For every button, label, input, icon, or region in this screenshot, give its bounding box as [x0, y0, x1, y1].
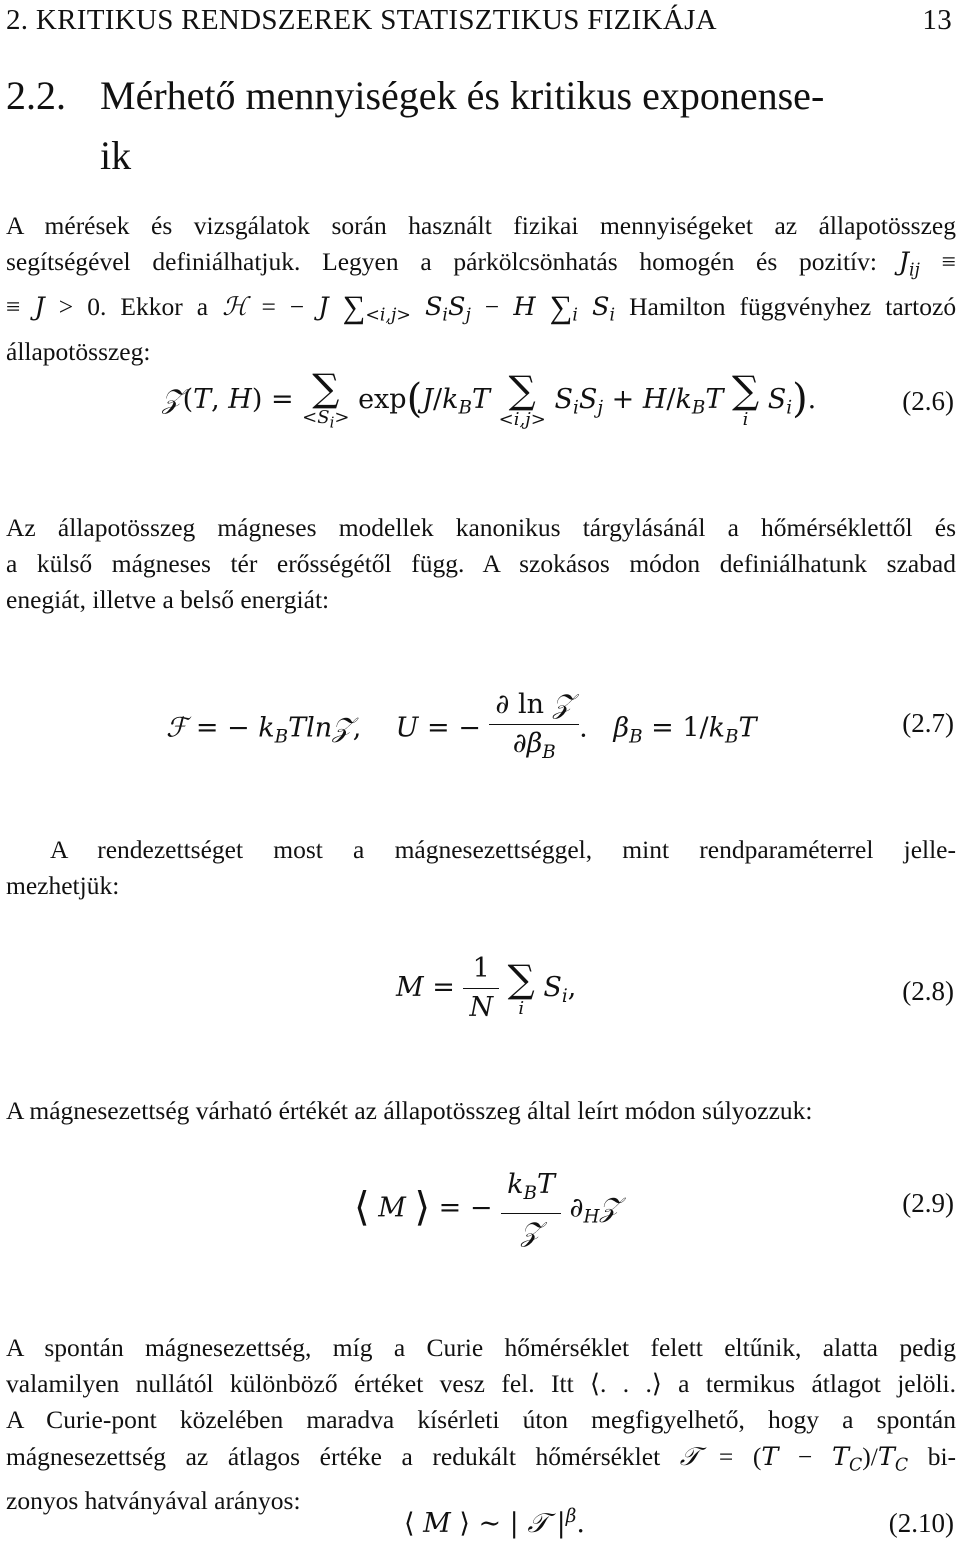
running-head	[6, 4, 952, 40]
equation-2-7	[0, 686, 960, 770]
paragraph-3	[6, 832, 956, 904]
running-head-title: 2. KRITIKUS RENDSZEREK STATISZTIKUS FIZIKÁJA	[6, 4, 717, 36]
paragraph-5	[6, 1330, 956, 1520]
p5-line1: A spontán mágnesezettség, míg a Curie hőmérséklet felett eltűnik, alatta pedig	[6, 1333, 956, 1362]
paragraph-4	[6, 1093, 956, 1129]
p2-line3: enegiát, illetve a belső energiát:	[6, 585, 330, 615]
eq-2-10-body: ⟨ M ⟩ ∼ | 𝒯 $|^\beta$.	[404, 1506, 585, 1540]
p1-line2: segítségével definiálhatjuk. Legyen a párkölcsönhatás homogén és pozitív: $J_{ij}$ ≡	[6, 247, 957, 281]
p3-line2: mezhetjük:	[6, 871, 120, 901]
p5-line3: A Curie-pont közelében maradva kísérleti úton megfigyelhető, hogy a spontán	[6, 1405, 956, 1435]
eq-2-7-body: ℱ = − $k_BTln𝒵$, U = − $\frac{\text{∂ ln 𝒵}}{\partial\beta_B}$ . $\beta_B = 1/k_BT$	[166, 686, 757, 772]
p4-line1: A mágnesezettség várható értékét az állapotösszeg által leírt módon súlyozzuk:	[6, 1096, 813, 1125]
paragraph-2	[6, 510, 956, 619]
p2-line1: Az állapotösszeg mágneses modellek kanonikus tárgylásánál a hőmérséklettől és	[6, 513, 956, 542]
p1-line1: A mérések és vizsgálatok során használt fizikai mennyiségeket az állapotösszeg	[6, 211, 956, 240]
eq-2-9-body: ⟨ M ⟩ = − $\frac{k_BT}{\text{𝒵}}$ $\partial_H𝒵$	[354, 1166, 620, 1252]
eq-2-7-tag: (2.7)	[902, 708, 954, 738]
eq-2-10-tag: (2.10)	[888, 1508, 954, 1538]
p2-line2: a külső mágneses tér erősségétől függ. A szokásos módon definiálhatunk szabad	[6, 549, 956, 579]
section-title	[6, 66, 956, 186]
equation-2-6	[0, 368, 960, 448]
p5-line2: valamilyen nullától különböző értéket vesz fel. Itt ⟨. . .⟩ a termikus átlagot jelöli.	[6, 1369, 956, 1399]
eq-2-9-tag: (2.9)	[902, 1188, 954, 1218]
section-title-line2: ik	[100, 133, 132, 178]
page-number: 13	[922, 4, 952, 36]
paragraph-1	[6, 208, 956, 370]
p1-line3: ≡ J > 0. Ekkor a ℋ = − J $\sum_{<i,j>}$ $S_iS_j - H$ $\sum_i$ $S_i$ Hamilton függvényhez tartozó	[6, 289, 957, 326]
equation-2-10	[0, 1506, 960, 1550]
p3-line1: A rendezettséget most a mágnesezettséggel, mint rendparaméterrel jelle-	[50, 835, 956, 864]
eq-2-8-body: M = $\frac{1}{N}$ ∑ i $S_i$,	[396, 950, 576, 1027]
eq-2-6-body: 𝒵(T, H) = ∑ $<S_i>$ $\exp(J/k_BT$ ∑ <i,j> $S_iS_j + H/k_BT$ ∑ i $S_i$).	[162, 366, 817, 432]
p5-line5: zonyos hatványával arányos:	[6, 1486, 301, 1516]
section-title-line1: Mérhető mennyiségek és kritikus exponense-	[100, 73, 825, 118]
p5-line4: mágnesezettség az átlagos értéke a redukált hőmérséklet 𝒯 = $(T - T_C)/T_C$ bi-	[6, 1441, 957, 1476]
equation-2-9	[0, 1166, 960, 1250]
section-number: 2.2.	[6, 73, 66, 118]
eq-2-8-tag: (2.8)	[902, 976, 954, 1006]
eq-2-6-tag: (2.6)	[902, 386, 954, 416]
equation-2-8	[0, 950, 960, 1040]
p1-line4: állapotösszeg:	[6, 336, 151, 366]
